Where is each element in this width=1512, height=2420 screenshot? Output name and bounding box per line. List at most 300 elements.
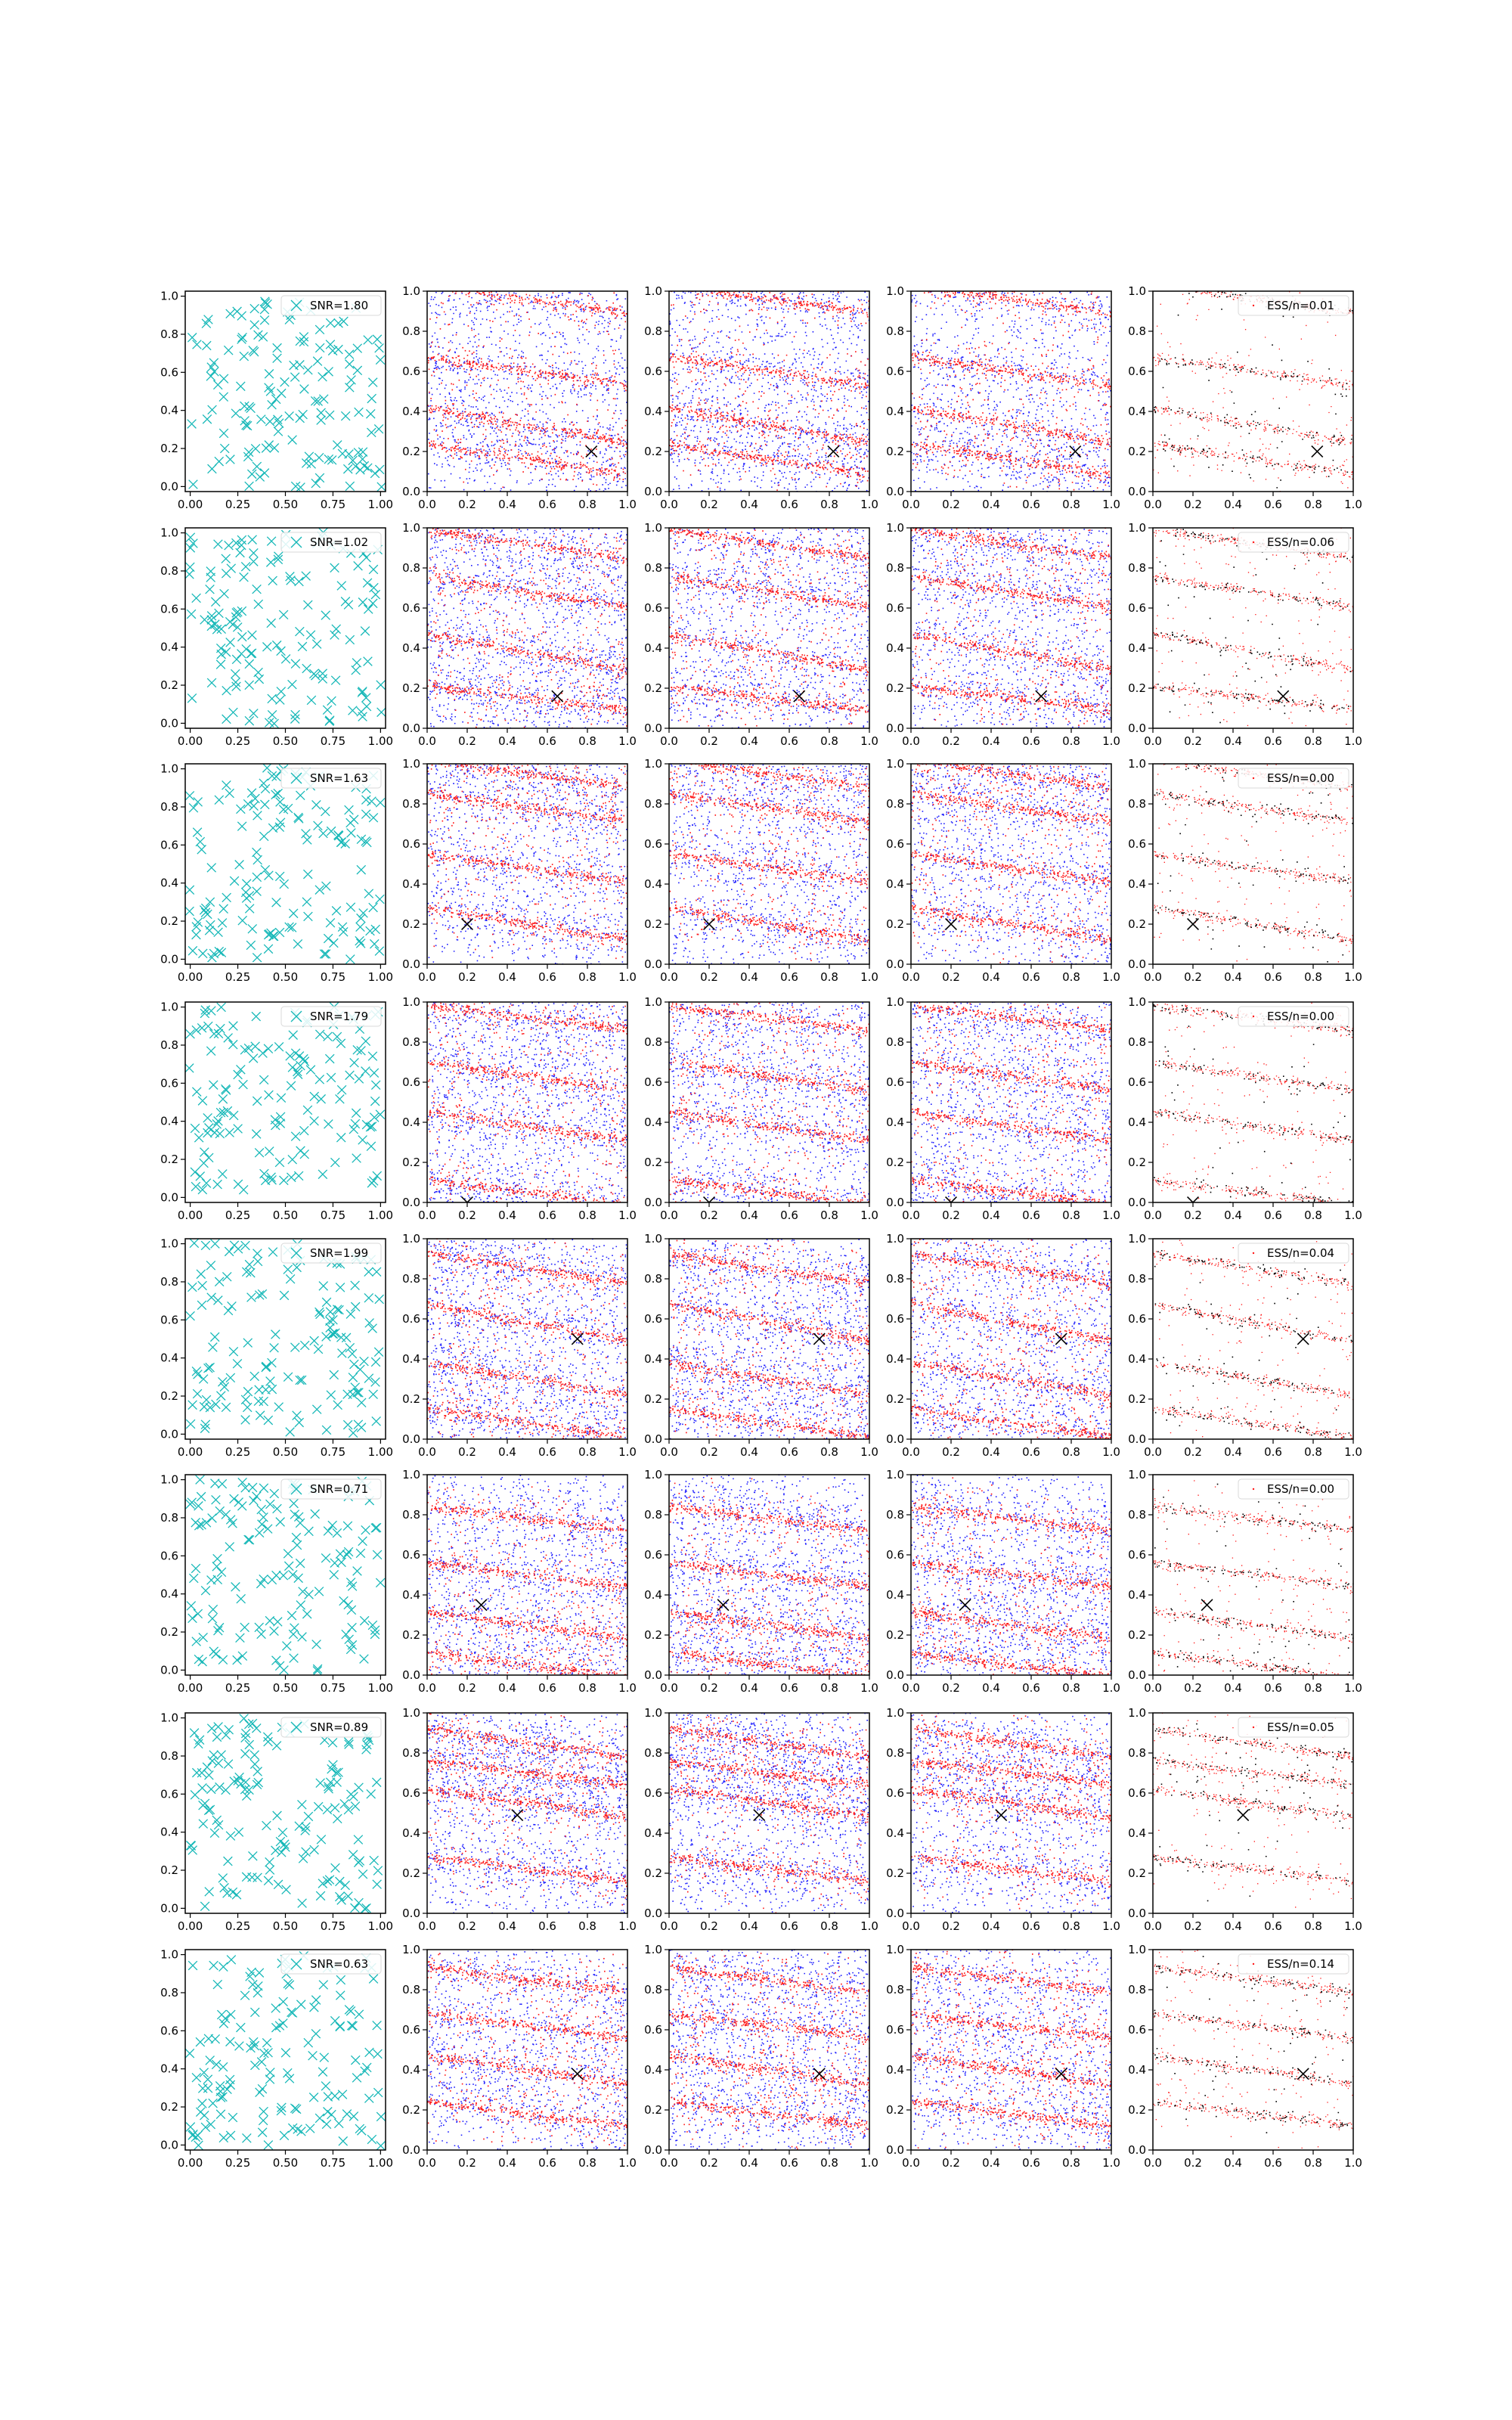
x-tick-label: 0.50 — [272, 1208, 299, 1222]
x-tick-label: 0.4 — [498, 2156, 516, 2170]
plot-area — [669, 1002, 870, 1208]
legend-marker-icon — [1253, 1016, 1254, 1017]
x-tick-label: 0.2 — [458, 1445, 476, 1459]
y-tick-label: 0.2 — [1128, 1628, 1146, 1642]
y-tick-label: 1.0 — [402, 1468, 420, 1481]
snr-legend — [281, 296, 381, 315]
y-tick-label: 0.6 — [886, 1548, 904, 1562]
x-tick-label: 0.0 — [1144, 1919, 1162, 1933]
x-tick-label: 0.6 — [1264, 1208, 1282, 1222]
x-tick-label: 0.00 — [177, 498, 203, 511]
x-tick-label: 0.2 — [1184, 734, 1202, 748]
x-tick-label: 0.4 — [1224, 2156, 1242, 2170]
y-tick-label: 0.2 — [886, 2103, 904, 2117]
ess-legend — [1238, 1243, 1349, 1263]
y-tick-label: 1.0 — [644, 1943, 662, 1956]
y-tick-label: 0.0 — [1128, 2143, 1146, 2157]
observation-markers — [185, 1951, 386, 2150]
panel-r3-c5 — [1128, 757, 1362, 984]
y-tick-label: 0.8 — [402, 1035, 420, 1049]
x-tick-label: 0.25 — [225, 1919, 251, 1933]
red-particles — [911, 764, 1112, 963]
y-tick-label: 0.2 — [1128, 1156, 1146, 1169]
x-tick-label: 0.50 — [272, 970, 299, 984]
x-tick-label: 0.8 — [578, 1445, 596, 1459]
panel-r1-c5 — [1128, 284, 1362, 511]
panel-r7-c4 — [886, 1706, 1120, 1933]
x-tick-label: 0.6 — [1264, 2156, 1282, 2170]
y-tick-label: 0.2 — [1128, 1866, 1146, 1880]
weighted-particles-red — [1153, 1481, 1354, 1675]
truth-marker — [828, 446, 839, 458]
y-tick-label: 0.6 — [886, 837, 904, 851]
x-tick-label: 1.0 — [1102, 1919, 1120, 1933]
x-tick-label: 1.0 — [860, 1445, 878, 1459]
axes-frame — [1153, 1713, 1353, 1913]
y-tick-label: 0.2 — [160, 1625, 178, 1640]
panel-r2-c2 — [402, 521, 637, 748]
axes-frame — [185, 1950, 386, 2150]
x-tick-label: 0.75 — [320, 734, 346, 748]
y-tick-label: 0.0 — [644, 2143, 662, 2157]
x-tick-label: 0.8 — [1304, 734, 1322, 748]
snr-legend — [281, 1954, 381, 1974]
y-tick-label: 0.4 — [644, 2063, 662, 2077]
x-tick-label: 0.4 — [1224, 498, 1242, 511]
panel-r5-c2 — [402, 1232, 637, 1459]
y-tick-label: 0.6 — [160, 838, 178, 852]
panel-r7-c5 — [1128, 1706, 1362, 1933]
y-tick-label: 1.0 — [160, 526, 178, 540]
y-tick-label: 0.8 — [886, 1746, 904, 1760]
plot-area — [184, 1003, 384, 1195]
x-tick-label: 0.4 — [740, 498, 758, 511]
plot-area — [186, 1475, 385, 1675]
x-tick-label: 1.0 — [618, 1208, 637, 1222]
x-tick-label: 0.2 — [942, 498, 960, 511]
x-tick-label: 0.8 — [1304, 2156, 1322, 2170]
y-tick-label: 0.4 — [886, 2063, 904, 2077]
x-tick-label: 0.0 — [902, 734, 920, 748]
x-tick-label: 0.8 — [1062, 734, 1080, 748]
x-tick-label: 0.6 — [538, 1445, 556, 1459]
x-tick-label: 0.4 — [1224, 970, 1242, 984]
x-tick-label: 0.0 — [418, 1919, 436, 1933]
truth-marker — [1188, 919, 1199, 930]
ess-label: ESS/n=0.05 — [1267, 1720, 1335, 1734]
truth-marker — [1238, 1810, 1249, 1821]
truth-marker — [1201, 1599, 1213, 1611]
plot-area — [911, 1950, 1112, 2150]
ess-legend — [1238, 532, 1349, 552]
y-tick-label: 0.6 — [644, 1312, 662, 1326]
y-tick-label: 0.4 — [644, 1826, 662, 1840]
x-tick-label: 1.0 — [1102, 1208, 1120, 1222]
panel-r1-c4 — [886, 284, 1120, 511]
x-tick-label: 0.2 — [1184, 1208, 1202, 1222]
y-tick-label: 0.4 — [402, 1352, 420, 1366]
axes-frame — [1153, 1950, 1353, 2150]
x-tick-label: 0.6 — [538, 734, 556, 748]
x-tick-label: 1.0 — [1102, 498, 1120, 511]
x-tick-label: 0.0 — [660, 1445, 678, 1459]
y-tick-label: 0.8 — [644, 1272, 662, 1286]
y-tick-label: 0.6 — [886, 601, 904, 615]
y-tick-label: 0.2 — [886, 1156, 904, 1169]
y-tick-label: 0.8 — [1128, 1983, 1146, 1996]
y-tick-label: 1.0 — [886, 1468, 904, 1481]
y-tick-label: 0.4 — [886, 1588, 904, 1602]
y-tick-label: 1.0 — [644, 1706, 662, 1720]
y-tick-label: 0.8 — [160, 799, 178, 814]
y-tick-label: 0.6 — [886, 1075, 904, 1089]
x-tick-label: 0.8 — [578, 1681, 596, 1695]
x-tick-label: 0.0 — [660, 734, 678, 748]
y-tick-label: 0.6 — [886, 1786, 904, 1800]
plot-area — [185, 1951, 386, 2150]
x-tick-label: 0.4 — [740, 734, 758, 748]
y-tick-label: 0.0 — [402, 1668, 420, 1682]
x-tick-label: 0.4 — [982, 1445, 1000, 1459]
x-tick-label: 1.0 — [860, 1208, 878, 1222]
panel-r2-c4 — [886, 521, 1120, 748]
x-tick-label: 0.0 — [660, 1681, 678, 1695]
x-tick-label: 0.6 — [1022, 498, 1040, 511]
plot-area — [185, 764, 385, 964]
axes-frame — [1153, 1239, 1353, 1439]
y-tick-label: 0.2 — [402, 1628, 420, 1642]
plot-area — [911, 291, 1113, 492]
x-tick-label: 0.4 — [498, 970, 516, 984]
y-tick-label: 1.0 — [886, 521, 904, 535]
y-tick-label: 0.4 — [644, 405, 662, 418]
x-tick-label: 0.4 — [1224, 1208, 1242, 1222]
axes-frame — [669, 291, 869, 492]
y-tick-label: 0.2 — [160, 1389, 178, 1404]
x-tick-label: 0.8 — [1062, 1681, 1080, 1695]
plot-area — [187, 297, 386, 492]
x-tick-label: 0.8 — [1062, 1445, 1080, 1459]
y-tick-label: 1.0 — [160, 1000, 178, 1014]
x-tick-label: 0.4 — [498, 498, 516, 511]
x-tick-label: 0.6 — [538, 1208, 556, 1222]
snr-legend — [281, 532, 381, 552]
y-tick-label: 1.0 — [886, 284, 904, 298]
y-tick-label: 0.4 — [160, 1351, 178, 1365]
weighted-particles-red — [1153, 528, 1354, 725]
x-tick-label: 0.4 — [740, 1445, 758, 1459]
x-tick-label: 0.0 — [418, 1208, 436, 1222]
weighted-particles-black — [1154, 1956, 1354, 2133]
plot-area — [669, 1713, 871, 1913]
x-tick-label: 0.25 — [225, 970, 251, 984]
y-tick-label: 0.0 — [402, 1432, 420, 1446]
legend-marker-icon — [1253, 305, 1254, 306]
x-tick-label: 0.8 — [1304, 498, 1322, 511]
axes-frame — [911, 764, 1111, 964]
plot-area — [1153, 764, 1354, 962]
y-tick-label: 1.0 — [402, 284, 420, 298]
x-tick-label: 0.2 — [700, 498, 718, 511]
plot-area — [427, 1239, 629, 1439]
weighted-particles-red — [1153, 1713, 1354, 1907]
plot-area — [911, 1002, 1113, 1208]
x-tick-label: 0.2 — [458, 1681, 476, 1695]
y-tick-label: 0.6 — [1128, 1786, 1146, 1800]
x-tick-label: 1.0 — [1344, 1681, 1362, 1695]
panel-r4-c2 — [402, 995, 637, 1222]
weighted-particles-black — [1153, 1724, 1352, 1901]
y-tick-label: 0.0 — [644, 1907, 662, 1920]
x-tick-label: 0.25 — [225, 1681, 251, 1695]
y-tick-label: 0.2 — [886, 681, 904, 695]
y-tick-label: 0.8 — [402, 1746, 420, 1760]
ess-legend — [1238, 1717, 1349, 1737]
x-tick-label: 0.2 — [942, 1919, 960, 1933]
x-tick-label: 0.8 — [1304, 1919, 1322, 1933]
y-tick-label: 0.6 — [402, 1786, 420, 1800]
x-tick-label: 0.6 — [1264, 970, 1282, 984]
y-tick-label: 0.2 — [886, 917, 904, 931]
x-tick-label: 0.2 — [458, 970, 476, 984]
y-tick-label: 0.6 — [160, 1076, 178, 1091]
x-tick-label: 0.00 — [177, 734, 203, 748]
weighted-particles-red — [1153, 1240, 1354, 1439]
weighted-particles-red — [1153, 1950, 1354, 2149]
y-tick-label: 0.0 — [644, 485, 662, 498]
x-tick-label: 1.0 — [1344, 970, 1362, 984]
x-tick-label: 0.4 — [740, 970, 758, 984]
x-tick-label: 0.00 — [177, 2156, 203, 2170]
blue-particles — [669, 1713, 870, 1913]
y-tick-label: 0.4 — [886, 405, 904, 418]
y-tick-label: 0.6 — [160, 365, 178, 380]
snr-label: SNR=1.79 — [310, 1010, 369, 1023]
y-tick-label: 0.2 — [1128, 2103, 1146, 2117]
snr-legend — [281, 1007, 381, 1026]
y-tick-label: 0.4 — [160, 403, 178, 417]
plot-area — [427, 1950, 628, 2149]
x-tick-label: 0.0 — [1144, 498, 1162, 511]
snr-label: SNR=1.80 — [310, 299, 369, 312]
x-tick-label: 1.0 — [618, 970, 637, 984]
x-tick-label: 0.0 — [1144, 1208, 1162, 1222]
x-tick-label: 1.0 — [618, 1681, 637, 1695]
y-tick-label: 0.2 — [644, 1156, 662, 1169]
y-tick-label: 0.4 — [886, 1352, 904, 1366]
y-tick-label: 0.6 — [644, 365, 662, 378]
x-tick-label: 0.0 — [1144, 1445, 1162, 1459]
x-tick-label: 0.0 — [418, 2156, 436, 2170]
x-tick-label: 0.2 — [700, 1445, 718, 1459]
y-tick-label: 0.0 — [1128, 1432, 1146, 1446]
y-tick-label: 0.4 — [1128, 1115, 1146, 1129]
y-tick-label: 0.0 — [1128, 721, 1146, 735]
y-tick-label: 1.0 — [644, 1468, 662, 1481]
weighted-particles-black — [1154, 1005, 1354, 1202]
x-tick-label: 0.6 — [538, 2156, 556, 2170]
truth-marker — [1297, 1333, 1309, 1345]
y-tick-label: 0.8 — [160, 1985, 178, 2000]
observation-markers — [185, 528, 386, 728]
panel-r4-c3 — [644, 995, 878, 1222]
y-tick-label: 1.0 — [1128, 995, 1146, 1009]
panel-r4-c4 — [886, 995, 1120, 1222]
x-tick-label: 0.0 — [660, 1919, 678, 1933]
y-tick-label: 0.6 — [160, 1787, 178, 1801]
red-particles — [911, 1239, 1112, 1438]
y-tick-label: 0.8 — [644, 797, 662, 811]
x-tick-label: 0.2 — [1184, 970, 1202, 984]
y-tick-label: 0.0 — [402, 721, 420, 735]
truth-marker — [586, 446, 597, 458]
x-tick-label: 0.8 — [578, 1208, 596, 1222]
truth-marker — [1070, 446, 1081, 458]
y-tick-label: 0.8 — [886, 561, 904, 575]
x-tick-label: 0.25 — [225, 2156, 251, 2170]
axes-frame — [911, 1239, 1111, 1439]
plot-area — [1153, 291, 1354, 492]
y-tick-label: 0.4 — [160, 1587, 178, 1601]
panel-r2-c1 — [160, 526, 393, 748]
y-tick-label: 0.8 — [1128, 1035, 1146, 1049]
y-tick-label: 1.0 — [1128, 1468, 1146, 1481]
x-tick-label: 0.2 — [700, 1919, 718, 1933]
y-tick-label: 0.6 — [402, 1312, 420, 1326]
y-tick-label: 0.0 — [160, 1901, 178, 1916]
x-tick-label: 0.0 — [1144, 2156, 1162, 2170]
y-tick-label: 0.0 — [886, 2143, 904, 2157]
plot-area — [186, 1239, 384, 1438]
y-tick-label: 0.8 — [886, 1508, 904, 1522]
y-tick-label: 1.0 — [644, 284, 662, 298]
y-tick-label: 0.4 — [886, 641, 904, 655]
x-tick-label: 0.6 — [1022, 734, 1040, 748]
x-tick-label: 0.6 — [1022, 1445, 1040, 1459]
y-tick-label: 0.8 — [644, 561, 662, 575]
x-tick-label: 0.2 — [700, 1208, 718, 1222]
y-tick-label: 0.2 — [402, 445, 420, 458]
y-tick-label: 1.0 — [644, 995, 662, 1009]
x-tick-label: 1.0 — [1344, 1445, 1362, 1459]
y-tick-label: 0.8 — [644, 1035, 662, 1049]
observation-markers — [186, 1239, 384, 1438]
x-tick-label: 0.50 — [272, 498, 299, 511]
x-tick-label: 0.2 — [458, 2156, 476, 2170]
axes-frame — [911, 291, 1111, 492]
plot-area — [669, 1950, 870, 2149]
y-tick-label: 0.8 — [1128, 797, 1146, 811]
y-tick-label: 1.0 — [160, 1472, 178, 1487]
x-tick-label: 0.00 — [177, 970, 203, 984]
y-tick-label: 1.0 — [402, 1943, 420, 1956]
x-tick-label: 1.00 — [367, 970, 394, 984]
y-tick-label: 0.0 — [886, 1668, 904, 1682]
legend-marker-icon — [1253, 777, 1254, 779]
x-tick-label: 0.2 — [942, 1208, 960, 1222]
y-tick-label: 0.8 — [402, 1272, 420, 1286]
x-tick-label: 0.8 — [1062, 498, 1080, 511]
ess-legend — [1238, 296, 1349, 315]
x-tick-label: 0.0 — [1144, 734, 1162, 748]
truth-marker — [754, 1810, 765, 1821]
panel-r8-c5 — [1128, 1943, 1362, 2170]
y-tick-label: 0.2 — [1128, 681, 1146, 695]
plot-area — [1153, 528, 1354, 725]
x-tick-label: 0.00 — [177, 1681, 203, 1695]
y-tick-label: 0.0 — [160, 1427, 178, 1441]
x-tick-label: 0.0 — [660, 498, 678, 511]
observation-markers — [186, 1714, 382, 1913]
x-tick-label: 0.00 — [177, 1208, 203, 1222]
y-tick-label: 0.0 — [1128, 1668, 1146, 1682]
y-tick-label: 0.2 — [160, 1153, 178, 1167]
y-tick-label: 1.0 — [1128, 757, 1146, 771]
x-tick-label: 0.6 — [1264, 734, 1282, 748]
x-tick-label: 0.6 — [780, 1445, 798, 1459]
y-tick-label: 0.4 — [886, 1115, 904, 1129]
x-tick-label: 0.0 — [418, 1681, 436, 1695]
red-particles — [669, 291, 870, 490]
x-tick-label: 1.0 — [1102, 1445, 1120, 1459]
axes-frame — [669, 1475, 869, 1675]
y-tick-label: 0.6 — [644, 837, 662, 851]
y-tick-label: 0.0 — [402, 1907, 420, 1920]
y-tick-label: 0.8 — [160, 563, 178, 578]
red-particles — [911, 1003, 1112, 1202]
x-tick-label: 0.4 — [498, 1919, 516, 1933]
y-tick-label: 0.4 — [402, 1115, 420, 1129]
x-tick-label: 0.8 — [578, 970, 596, 984]
y-tick-label: 0.2 — [644, 917, 662, 931]
blue-particles — [911, 1002, 1113, 1202]
red-particles — [911, 1715, 1112, 1908]
y-tick-label: 1.0 — [160, 1711, 178, 1725]
y-tick-label: 0.4 — [1128, 405, 1146, 418]
y-tick-label: 0.8 — [160, 1038, 178, 1052]
y-tick-label: 1.0 — [1128, 1706, 1146, 1720]
y-tick-label: 1.0 — [886, 995, 904, 1009]
y-tick-label: 0.2 — [886, 1392, 904, 1406]
x-tick-label: 0.8 — [820, 1919, 838, 1933]
x-tick-label: 1.0 — [860, 1919, 878, 1933]
x-tick-label: 0.2 — [700, 1681, 718, 1695]
axes-frame — [1153, 764, 1353, 964]
x-tick-label: 0.2 — [700, 970, 718, 984]
x-tick-label: 1.00 — [367, 1919, 394, 1933]
y-tick-label: 0.8 — [886, 1035, 904, 1049]
y-tick-label: 0.4 — [886, 877, 904, 891]
y-tick-label: 0.2 — [160, 442, 178, 456]
x-tick-label: 0.0 — [902, 970, 920, 984]
panel-r4-c5 — [1128, 995, 1362, 1222]
ess-label: ESS/n=0.01 — [1267, 299, 1335, 312]
red-particles — [427, 1713, 628, 1905]
y-tick-label: 0.6 — [644, 2023, 662, 2037]
x-tick-label: 0.6 — [1264, 1445, 1282, 1459]
x-tick-label: 0.4 — [740, 1919, 758, 1933]
panel-r7-c2 — [402, 1706, 637, 1933]
y-tick-label: 0.6 — [886, 2023, 904, 2037]
x-tick-label: 0.2 — [942, 1681, 960, 1695]
x-tick-label: 0.0 — [902, 2156, 920, 2170]
observation-markers — [187, 297, 386, 492]
y-tick-label: 0.4 — [160, 876, 178, 890]
axes-frame — [427, 1239, 627, 1439]
plot-area — [427, 528, 628, 728]
y-tick-label: 0.4 — [1128, 1352, 1146, 1366]
x-tick-label: 0.6 — [780, 2156, 798, 2170]
